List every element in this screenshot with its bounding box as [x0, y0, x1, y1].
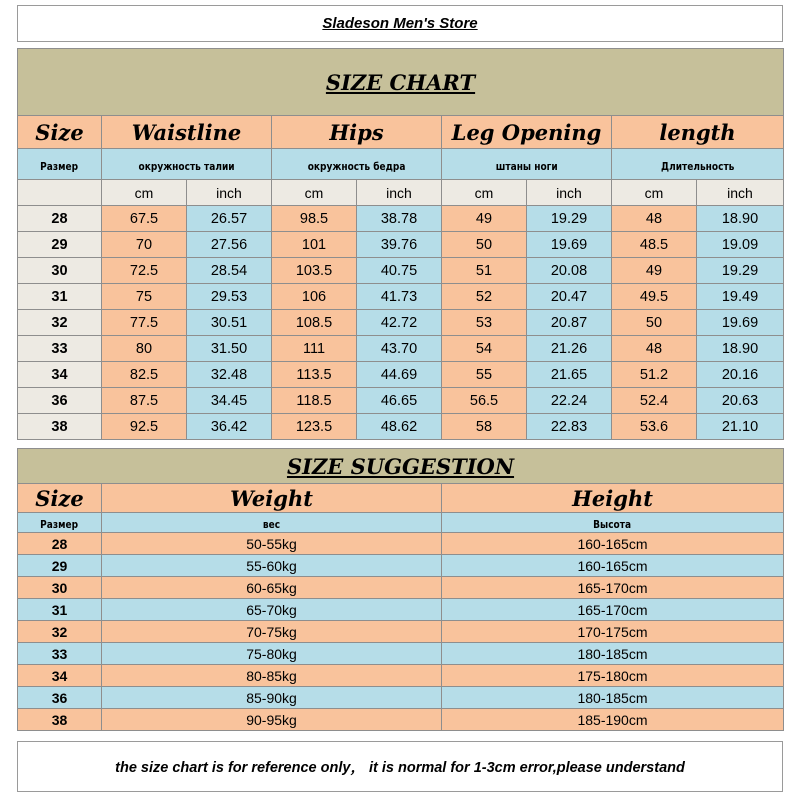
inch-cell: 36.42 [187, 414, 272, 440]
cm-cell: 67.5 [102, 206, 187, 232]
size-chart-banner [18, 49, 784, 116]
size-cell: 38 [18, 709, 102, 731]
table-row [18, 414, 784, 440]
inch-cell: 20.47 [527, 284, 612, 310]
weight-cell: 50-55kg [102, 533, 442, 555]
cm-cell: 50 [612, 310, 697, 336]
table-row [18, 555, 784, 577]
suggestion-ru-header-height: Высота [442, 513, 784, 533]
header-leg-opening: Leg Opening [442, 116, 612, 149]
inch-cell: 26.57 [187, 206, 272, 232]
inch-cell: 18.90 [697, 336, 784, 362]
inch-cell: 20.16 [697, 362, 784, 388]
cm-cell: 48 [612, 206, 697, 232]
inch-cell: 32.48 [187, 362, 272, 388]
table-row [18, 599, 784, 621]
cm-cell: 56.5 [442, 388, 527, 414]
unit-size-blank [18, 180, 102, 206]
ru-header-length: Длительность [612, 149, 784, 180]
weight-cell: 55-60kg [102, 555, 442, 577]
cm-cell: 98.5 [272, 206, 357, 232]
cm-cell: 72.5 [102, 258, 187, 284]
inch-cell: 43.70 [357, 336, 442, 362]
height-cell: 175-180cm [442, 665, 784, 687]
cm-cell: 55 [442, 362, 527, 388]
size-cell: 28 [18, 206, 102, 232]
inch-cell: 48.62 [357, 414, 442, 440]
cm-cell: 77.5 [102, 310, 187, 336]
inch-cell: 21.65 [527, 362, 612, 388]
inch-cell: 41.73 [357, 284, 442, 310]
table-row [18, 310, 784, 336]
size-cell: 29 [18, 555, 102, 577]
header-length: length [612, 116, 784, 149]
inch-cell: 30.51 [187, 310, 272, 336]
header-waistline: Waistline [102, 116, 272, 149]
height-cell: 180-185cm [442, 643, 784, 665]
height-cell: 160-165cm [442, 533, 784, 555]
cm-cell: 48.5 [612, 232, 697, 258]
unit-cell: inch [187, 180, 272, 206]
table-row [18, 533, 784, 555]
suggestion-ru-header-weight: вес [102, 513, 442, 533]
inch-cell: 29.53 [187, 284, 272, 310]
size-cell: 36 [18, 687, 102, 709]
size-cell: 33 [18, 336, 102, 362]
suggestion-header-size: Size [18, 484, 102, 513]
suggestion-header-weight: Weight [102, 484, 442, 513]
table-row [18, 206, 784, 232]
cm-cell: 101 [272, 232, 357, 258]
inch-cell: 19.09 [697, 232, 784, 258]
unit-cell: inch [357, 180, 442, 206]
cm-cell: 48 [612, 336, 697, 362]
table-row [18, 388, 784, 414]
unit-cell: inch [697, 180, 784, 206]
inch-cell: 42.72 [357, 310, 442, 336]
table-row [18, 362, 784, 388]
table-row [18, 665, 784, 687]
size-cell: 34 [18, 362, 102, 388]
weight-cell: 60-65kg [102, 577, 442, 599]
cm-cell: 70 [102, 232, 187, 258]
inch-cell: 18.90 [697, 206, 784, 232]
cm-cell: 49 [612, 258, 697, 284]
size-cell: 38 [18, 414, 102, 440]
inch-cell: 40.75 [357, 258, 442, 284]
size-chart-table [17, 48, 784, 440]
height-cell: 165-170cm [442, 599, 784, 621]
store-title: Sladeson Men's Store [17, 5, 783, 42]
cm-cell: 51.2 [612, 362, 697, 388]
footer-note: the size chart is for reference only， it is normal for 1-3cm error,please understand [17, 741, 783, 792]
table-row [18, 336, 784, 362]
cm-cell: 111 [272, 336, 357, 362]
size-cell: 31 [18, 599, 102, 621]
size-suggestion-rows [18, 533, 784, 731]
weight-cell: 85-90kg [102, 687, 442, 709]
unit-cell: cm [442, 180, 527, 206]
header-size: Size [18, 116, 102, 149]
size-cell: 29 [18, 232, 102, 258]
inch-cell: 21.26 [527, 336, 612, 362]
table-row [18, 687, 784, 709]
cm-cell: 49 [442, 206, 527, 232]
cm-cell: 50 [442, 232, 527, 258]
unit-cell: cm [612, 180, 697, 206]
inch-cell: 20.08 [527, 258, 612, 284]
cm-cell: 108.5 [272, 310, 357, 336]
weight-cell: 65-70kg [102, 599, 442, 621]
size-chart-title: SIZE CHART [325, 69, 476, 95]
size-suggestion-table [17, 448, 784, 731]
weight-cell: 75-80kg [102, 643, 442, 665]
size-cell: 30 [18, 577, 102, 599]
size-cell: 32 [18, 621, 102, 643]
inch-cell: 20.63 [697, 388, 784, 414]
cm-cell: 80 [102, 336, 187, 362]
cm-cell: 51 [442, 258, 527, 284]
cm-cell: 103.5 [272, 258, 357, 284]
cm-cell: 58 [442, 414, 527, 440]
weight-cell: 80-85kg [102, 665, 442, 687]
cm-cell: 106 [272, 284, 357, 310]
unit-cell: cm [272, 180, 357, 206]
cm-cell: 92.5 [102, 414, 187, 440]
table-row [18, 709, 784, 731]
size-cell: 30 [18, 258, 102, 284]
unit-cell: inch [527, 180, 612, 206]
height-cell: 170-175cm [442, 621, 784, 643]
ru-header-hips: окружность бедра [272, 149, 442, 180]
inch-cell: 19.49 [697, 284, 784, 310]
inch-cell: 22.83 [527, 414, 612, 440]
table-row [18, 621, 784, 643]
ru-header-waistline: окружность талии [102, 149, 272, 180]
cm-cell: 75 [102, 284, 187, 310]
inch-cell: 38.78 [357, 206, 442, 232]
inch-cell: 44.69 [357, 362, 442, 388]
table-row [18, 643, 784, 665]
cm-cell: 53.6 [612, 414, 697, 440]
height-cell: 185-190cm [442, 709, 784, 731]
cm-cell: 49.5 [612, 284, 697, 310]
table-row [18, 284, 784, 310]
cm-cell: 87.5 [102, 388, 187, 414]
table-row [18, 258, 784, 284]
size-suggestion-title: SIZE SUGGESTION [286, 453, 515, 479]
table-row [18, 232, 784, 258]
size-chart-rows [18, 206, 784, 440]
unit-cell: cm [102, 180, 187, 206]
inch-cell: 28.54 [187, 258, 272, 284]
cm-cell: 52.4 [612, 388, 697, 414]
weight-cell: 90-95kg [102, 709, 442, 731]
size-cell: 33 [18, 643, 102, 665]
header-hips: Hips [272, 116, 442, 149]
table-row [18, 577, 784, 599]
cm-cell: 82.5 [102, 362, 187, 388]
height-cell: 165-170cm [442, 577, 784, 599]
size-suggestion-banner [18, 449, 784, 484]
height-cell: 160-165cm [442, 555, 784, 577]
weight-cell: 70-75kg [102, 621, 442, 643]
inch-cell: 31.50 [187, 336, 272, 362]
ru-header-leg-opening: штаны ноги [442, 149, 612, 180]
inch-cell: 39.76 [357, 232, 442, 258]
inch-cell: 21.10 [697, 414, 784, 440]
size-cell: 34 [18, 665, 102, 687]
inch-cell: 19.29 [697, 258, 784, 284]
cm-cell: 118.5 [272, 388, 357, 414]
height-cell: 180-185cm [442, 687, 784, 709]
size-cell: 36 [18, 388, 102, 414]
inch-cell: 19.29 [527, 206, 612, 232]
cm-cell: 123.5 [272, 414, 357, 440]
inch-cell: 19.69 [697, 310, 784, 336]
cm-cell: 52 [442, 284, 527, 310]
cm-cell: 113.5 [272, 362, 357, 388]
inch-cell: 22.24 [527, 388, 612, 414]
inch-cell: 20.87 [527, 310, 612, 336]
size-cell: 32 [18, 310, 102, 336]
cm-cell: 54 [442, 336, 527, 362]
size-cell: 31 [18, 284, 102, 310]
suggestion-ru-header-size: Размер [18, 513, 102, 533]
inch-cell: 27.56 [187, 232, 272, 258]
size-cell: 28 [18, 533, 102, 555]
suggestion-header-height: Height [442, 484, 784, 513]
inch-cell: 19.69 [527, 232, 612, 258]
inch-cell: 34.45 [187, 388, 272, 414]
inch-cell: 46.65 [357, 388, 442, 414]
cm-cell: 53 [442, 310, 527, 336]
ru-header-size: Размер [18, 149, 102, 180]
